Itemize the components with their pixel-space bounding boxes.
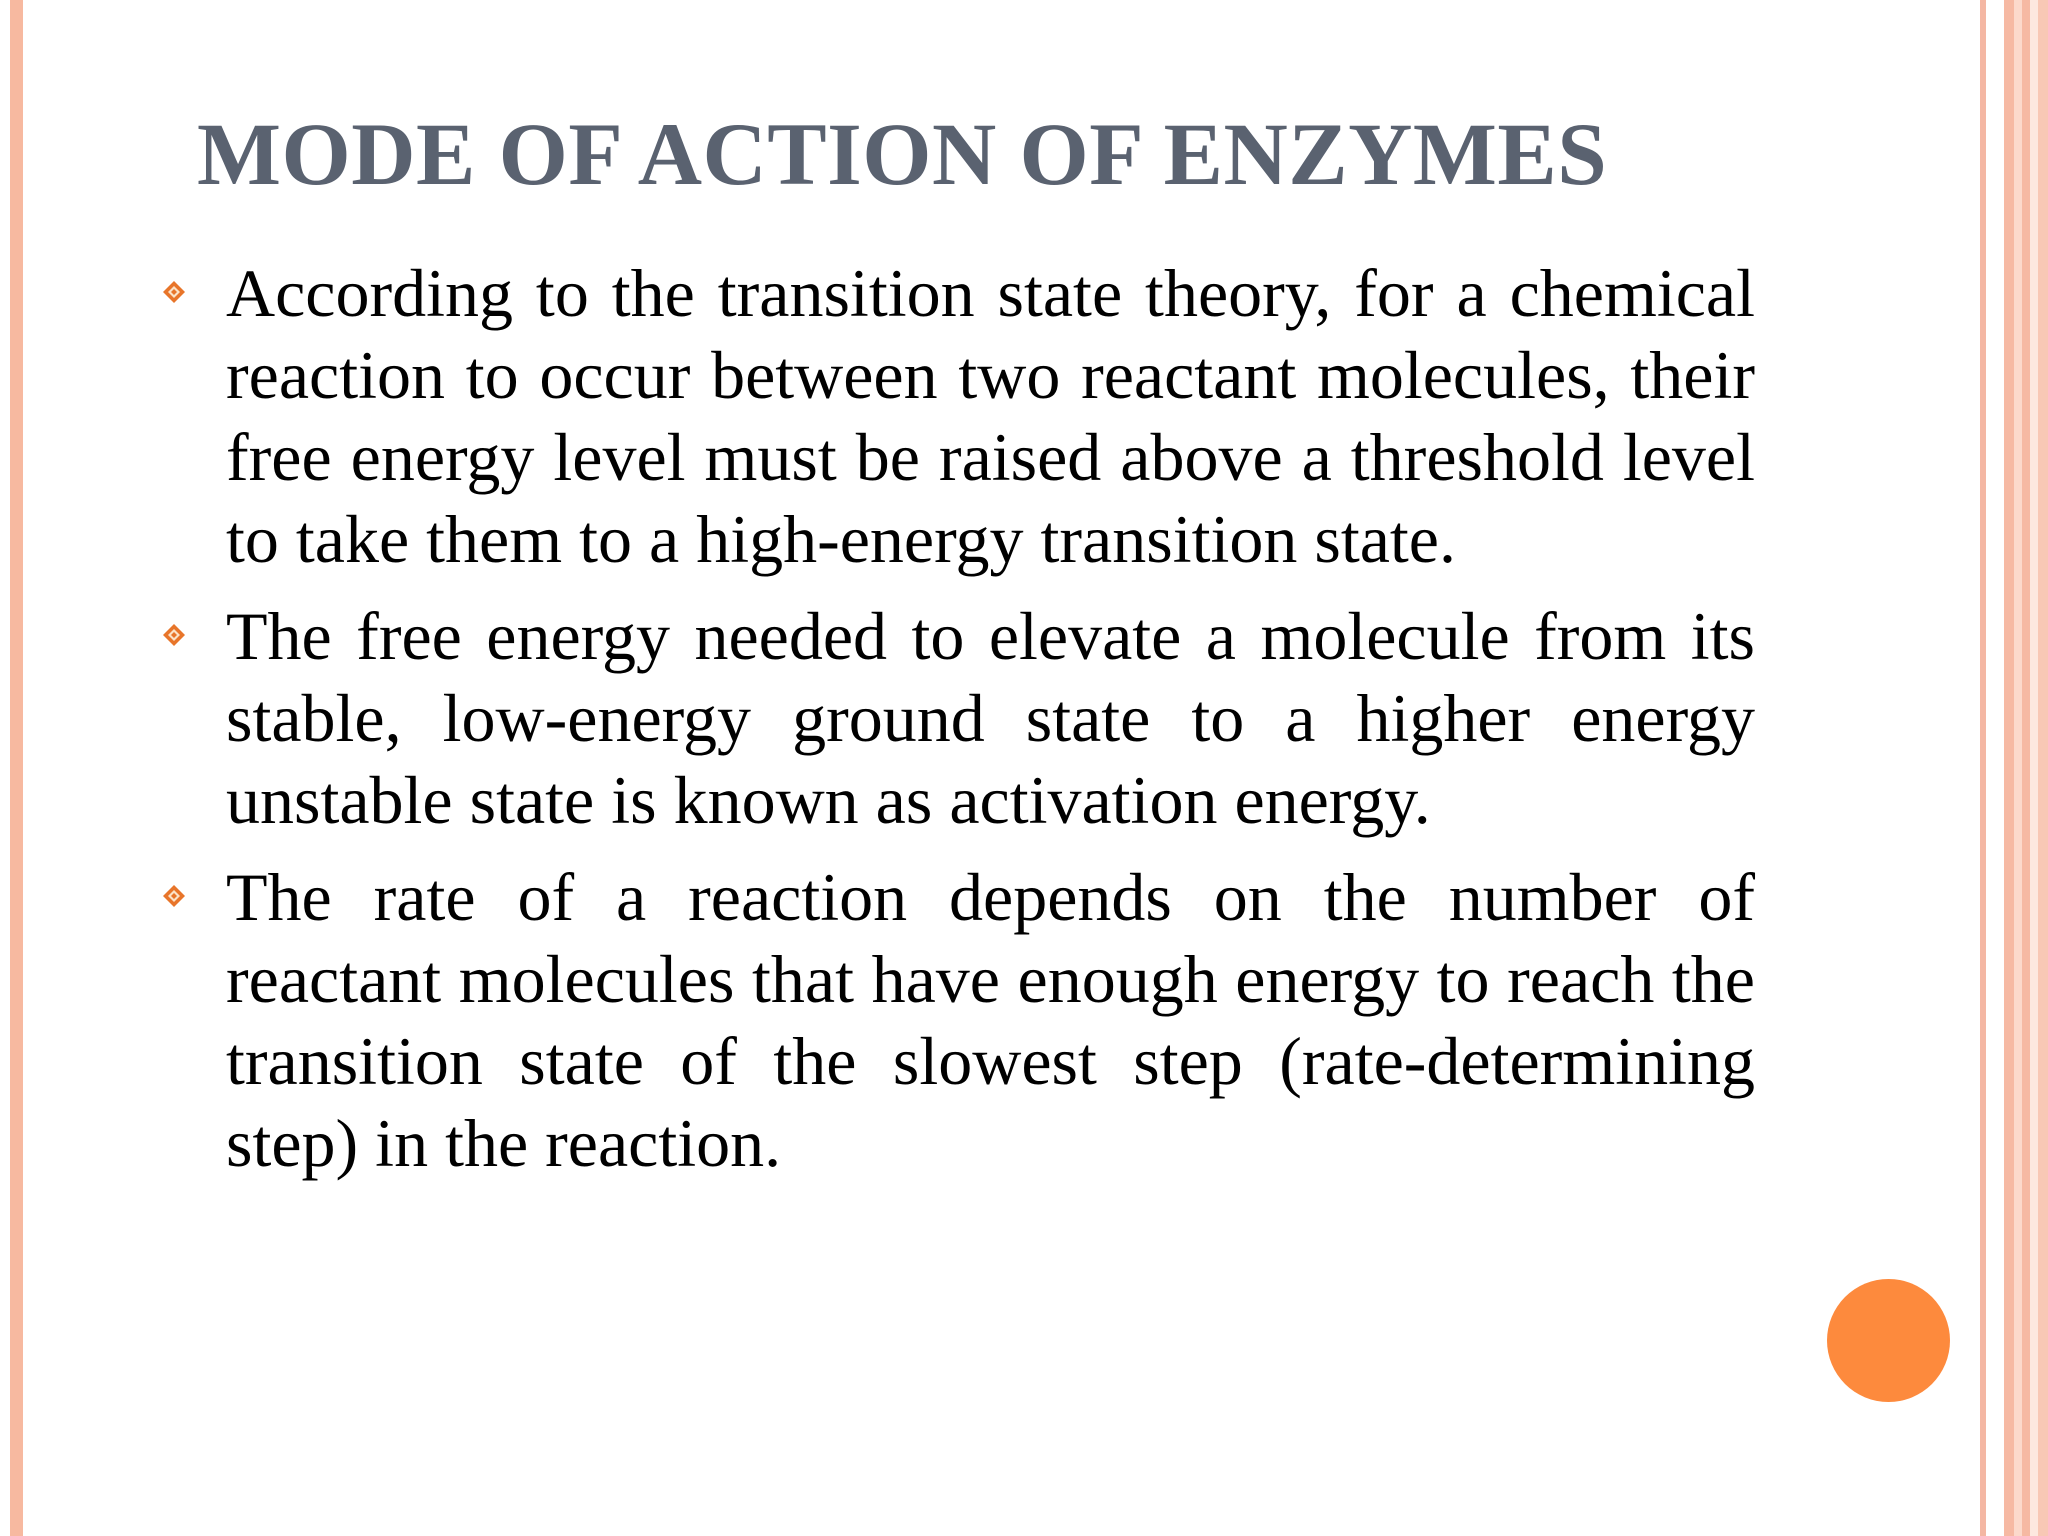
bullet-item: [150, 595, 1755, 841]
bullet-item: [150, 856, 1755, 1184]
slide-title: MODE OF ACTION OF ENZYMES: [197, 106, 1608, 204]
bullet-list: [150, 252, 1755, 1199]
diamond-bullet-icon: [162, 623, 186, 647]
bullet-text: The free energy needed to elevate a molecule from its stable, low-energy ground state to a higher energy unstable state is known as activation energy.: [226, 598, 1755, 838]
bullet-text: According to the transition state theory, for a chemical reaction to occur between two reactant molecules, their free energy level must be raised above a threshold level to take them to a high-energy transition state.: [226, 255, 1755, 577]
diamond-bullet-icon: [162, 884, 186, 908]
bullet-text: The rate of a reaction depends on the number of reactant molecules that have enough energy to reach the transition state of the slowest step (rate-determining step) in the reaction.: [226, 859, 1755, 1181]
diamond-bullet-icon: [162, 280, 186, 304]
right-border-stripes: [1964, 0, 2048, 1536]
orange-circle-decoration: [1827, 1279, 1950, 1402]
left-border-band: [10, 0, 23, 1536]
bullet-item: [150, 252, 1755, 580]
